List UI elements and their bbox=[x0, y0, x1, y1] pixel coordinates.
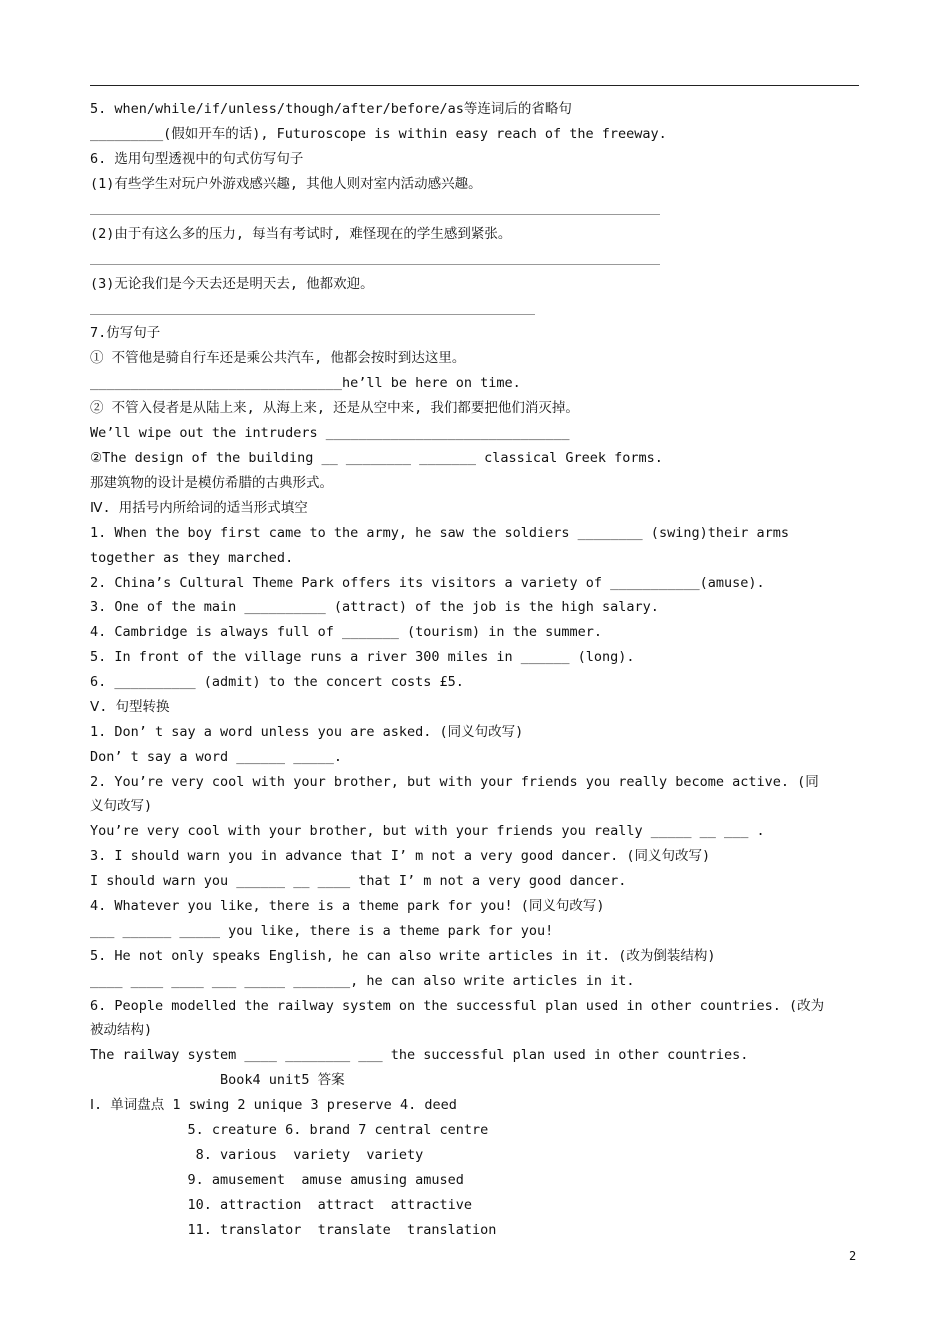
text-line: 5. In front of the village runs a river 300 miles in ______ (long). bbox=[90, 649, 635, 665]
text-line: 11. translator translate translation bbox=[90, 1222, 497, 1238]
text-line: The railway system ____ ________ ___ the successful plan used in other countries. bbox=[90, 1047, 749, 1063]
text-line: 7.仿写句子 bbox=[90, 325, 161, 341]
text-line: ___ ______ _____ you like, there is a theme park for you! bbox=[90, 923, 554, 939]
text-line: Ⅴ. 句型转换 bbox=[90, 699, 170, 715]
text-line: 义句改写) bbox=[90, 798, 153, 814]
text-line: 1. When the boy first came to the army, he saw the soldiers ________ (swing)their arms bbox=[90, 525, 789, 541]
answer-blank-1 bbox=[90, 214, 660, 215]
text-line: 9. amusement amuse amusing amused bbox=[90, 1172, 464, 1188]
text-line: 1. Don’ t say a word unless you are asked. (同义句改写) bbox=[90, 724, 524, 740]
text-line: Ⅰ. 单词盘点 1 swing 2 unique 3 preserve 4. deed bbox=[90, 1097, 457, 1113]
text-line: Book4 unit5 答案 bbox=[90, 1072, 345, 1088]
text-line: 6. 选用句型透视中的句式仿写句子 bbox=[90, 151, 304, 167]
text-line: (3)无论我们是今天去还是明天去, 他都欢迎。 bbox=[90, 276, 374, 292]
text-line: 4. Cambridge is always full of _______ (tourism) in the summer. bbox=[90, 624, 603, 640]
text-line: 3. One of the main __________ (attract) of the job is the high salary. bbox=[90, 599, 659, 615]
text-line: 8. various variety variety bbox=[90, 1147, 424, 1163]
text-line: I should warn you ______ __ ____ that I’ m not a very good dancer. bbox=[90, 873, 627, 889]
text-line: 被动结构) bbox=[90, 1022, 153, 1038]
text-line: _________(假如开车的话), Futuroscope is within easy reach of the freeway. bbox=[90, 126, 667, 142]
text-line: 10. attraction attract attractive bbox=[90, 1197, 473, 1213]
header-rule bbox=[90, 85, 859, 86]
text-line: We’ll wipe out the intruders ______________________________ bbox=[90, 425, 570, 441]
text-line: 6. People modelled the railway system on the successful plan used in other countries. (改为 bbox=[90, 998, 825, 1014]
text-line: (1)有些学生对玩户外游戏感兴趣, 其他人则对室内活动感兴趣。 bbox=[90, 176, 482, 192]
text-line: 2. China’s Cultural Theme Park offers its visitors a variety of ___________(amuse). bbox=[90, 575, 765, 591]
text-line: You’re very cool with your brother, but with your friends you really _____ __ ___ . bbox=[90, 823, 765, 839]
text-line: ____ ____ ____ ___ _____ _______, he can also write articles in it. bbox=[90, 973, 635, 989]
text-line: together as they marched. bbox=[90, 550, 294, 566]
text-line: 5. when/while/if/unless/though/after/before/as等连词后的省略句 bbox=[90, 101, 572, 117]
answer-blank-3 bbox=[90, 314, 535, 315]
text-line: 那建筑物的设计是模仿希腊的古典形式。 bbox=[90, 475, 333, 491]
text-line: Ⅳ. 用括号内所给词的适当形式填空 bbox=[90, 500, 308, 516]
text-line: ② 不管入侵者是从陆上来, 从海上来, 还是从空中来, 我们都要把他们消灭掉。 bbox=[90, 400, 579, 416]
text-line: _______________________________he’ll be here on time. bbox=[90, 375, 521, 391]
text-line: Don’ t say a word ______ _____. bbox=[90, 749, 342, 765]
text-line: ②The design of the building __ ________ _______ classical Greek forms. bbox=[90, 450, 663, 466]
text-line: 3. I should warn you in advance that I’ m not a very good dancer. (同义句改写) bbox=[90, 848, 711, 864]
text-line: 4. Whatever you like, there is a theme park for you! (同义句改写) bbox=[90, 898, 605, 914]
text-line: (2)由于有这么多的压力, 每当有考试时, 难怪现在的学生感到紧张。 bbox=[90, 226, 512, 242]
text-line: 5. He not only speaks English, he can also write articles in it. (改为倒装结构) bbox=[90, 948, 716, 964]
answer-blank-2 bbox=[90, 264, 660, 265]
text-line: ① 不管他是骑自行车还是乘公共汽车, 他都会按时到达这里。 bbox=[90, 350, 466, 366]
text-line: 2. You’re very cool with your brother, but with your friends you really become active. (同 bbox=[90, 774, 819, 790]
text-line: 6. __________ (admit) to the concert costs £5. bbox=[90, 674, 464, 690]
page-number: 2 bbox=[849, 1249, 857, 1263]
text-line: 5. creature 6. brand 7 central centre bbox=[90, 1122, 489, 1138]
